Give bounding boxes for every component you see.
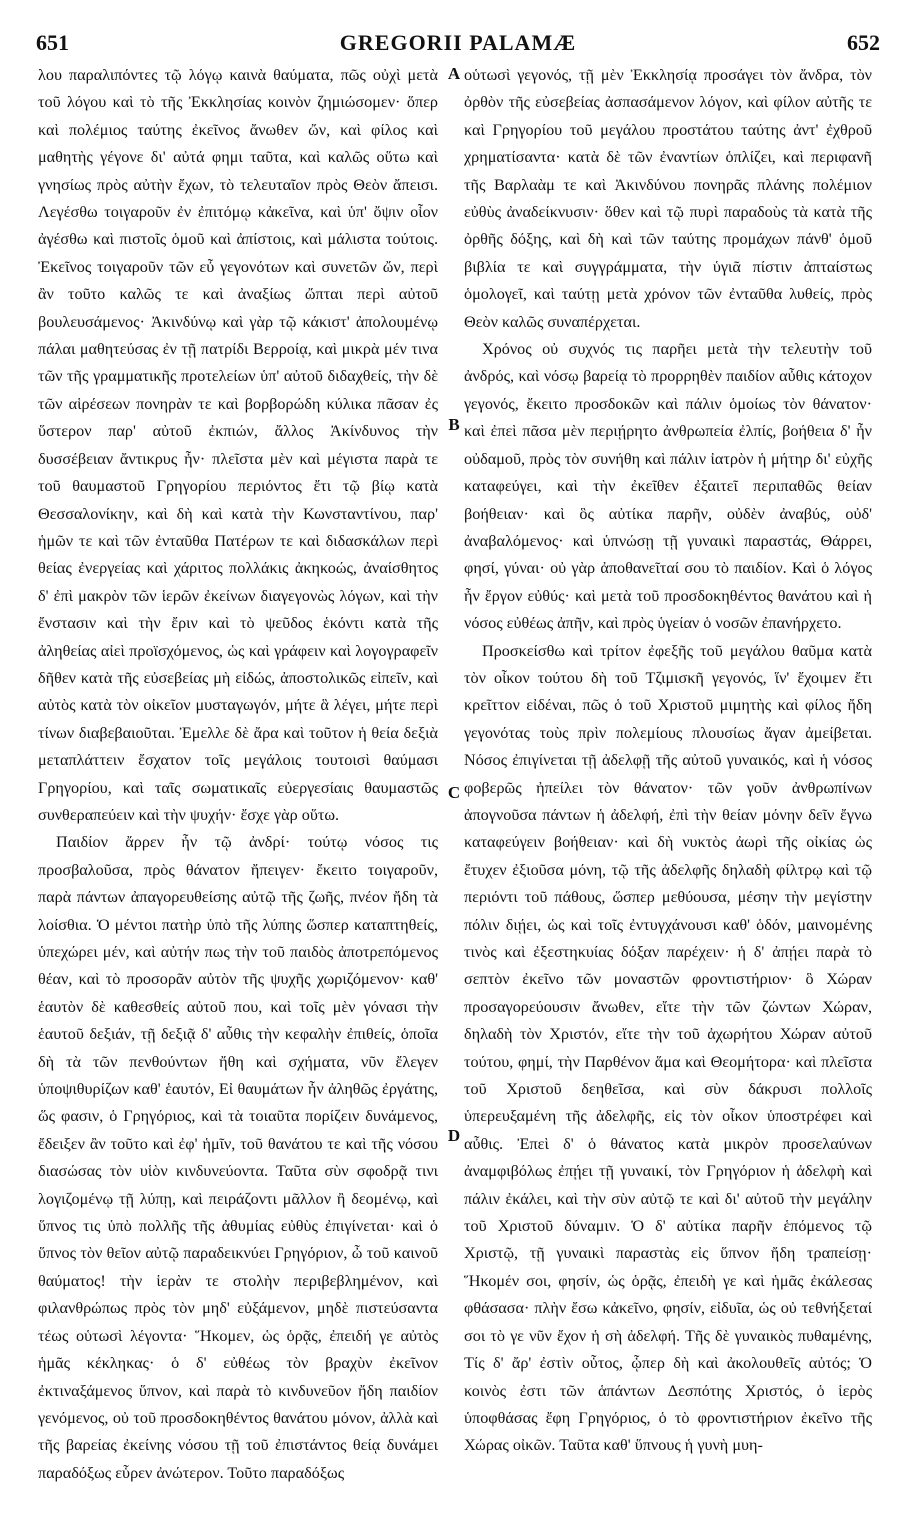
left-paragraph-1: λου παραλιπόντες τῷ λόγῳ καινὰ θαύματα, πῶς οὐχὶ μετὰ τοῦ λόγου καὶ τὸ τῆς Ἐκκλησίας κοινὸν ζημιώσομεν· ὅπερ καὶ πολέμιος ταύτης ἐκεῖνος ἄνωθεν ὤν, καὶ φίλος καὶ μαθητὴς γέγονε δι' αὐτά φημι ταῦτα, καὶ καλῶς οὕτω καὶ γνησίως πρὸς αὐτὴν ἔχων, τὸ τελευταῖον πρὸς Θεὸν ἄπεισι. Λεγέσθω τοιγαροῦν ἐν ἐπιτόμῳ κἀκεῖνα, καὶ ὑπ' ὄψιν οἷον ἀγέσθω καὶ πιστοῖς ὁμοῦ καὶ ἀπίστοις, καὶ μάλιστα τούτοις. Ἐκεῖνος τοιγαροῦν τῶν εὖ γεγονότων καὶ συνετῶν ὤν, περὶ ἂν τοῦτο καλῶς τε καὶ ἀναξίως ὤπται περὶ αὐτοῦ βουλευσάμενος· Ἀκινδύνῳ καὶ γὰρ τῷ κάκιστ' ἀπολουμένῳ πάλαι μαθητεύσας ἐν τῇ πατρίδι Βερροίᾳ, καὶ μικρὰ μέν τινα τῶν τῆς γραμματικῆς προτελείων ὑπ' αὐτοῦ διδαχθείς, τὴν δὲ τῶν αἱρέσεων πονηρὰν τε καὶ βορβορώδη κύλικα πᾶσαν ἐς ὕστερον παρ' αὐτοῦ ἐκπιών, ἄλλος Ἀκίνδυνος τὴν δυσσέβειαν ἄντικρυς ἦν· πλεῖστα μὲν καὶ μέγιστα παρὰ τε τοῦ θαυμαστοῦ Γρηγορίου περιόντος ἔτι τῷ βίῳ κατὰ Θεσσαλονίκην, καὶ δὴ καὶ κατὰ τὴν Κωνσταντίνου, παρ' ἡμῶν τε καὶ τῶν ἐνταῦθα Πατέρων τε καὶ διδασκάλων περὶ θείας ἐνεργείας καὶ χάριτος πολλάκις ἀκηκοώς, ἀναίσθητος δ' ἐπὶ μακρὸν τῶν ἱερῶν ἐκείνων διαγεγονὼς λόγων, καὶ τὴν ἔνστασιν καὶ τὴν ἔριν καὶ τὸ ψεῦδος ἑκόντι κατὰ τῆς ἀληθείας αἰεὶ προϊσχόμενος, ὡς καὶ γράφειν καὶ λογογραφεῖν δῆθεν κατὰ τῆς εὐσεβείας μὴ εἰδώς, ἀποστολικῶς εἰπεῖν, καὶ αὐτὸς κατὰ τὸν οἰκεῖον μυσταγωγόν, μήτε ἃ λέγει, μήτε περὶ τίνων διαβεβαιοῦται. Ἐμελλε δὲ ἄρα καὶ τοῦτον ἡ θεία δεξιὰ μεταπλάττειν ἔσχατον τοῖς μεγάλοις τουτοισὶ θαύμασι Γρηγορίου, καὶ ταῖς σωματικαῖς εὐεργεσίαις θαυμαστῶς συνθεραπεύειν καὶ τὴν ψυχήν· ἔσχε γὰρ οὕτω. bbox=[38, 66, 438, 824]
page-number-left: 651 bbox=[36, 30, 69, 55]
section-marker-c: C bbox=[447, 783, 461, 802]
section-marker-d: D bbox=[447, 1126, 461, 1145]
right-column bbox=[464, 62, 872, 1460]
section-marker-b: B bbox=[448, 415, 460, 434]
section-marker-a: A bbox=[447, 64, 461, 83]
right-paragraph-1: οὑτωσὶ γεγονός, τῇ μὲν Ἐκκλησίᾳ προσάγει τὸν ἄνδρα, τὸν ὀρθὸν τῆς εὐσεβείας ἀσπασάμενον λόγον, καὶ φίλον αὐτῆς τε καὶ Γρηγορίου τοῦ μεγάλου προστάτου ταύτης ἀντ' ἐχθροῦ χρηματίσαντα· κατὰ δὲ τῶν ἐναντίων ὁπλίζει, καὶ περιφανῆ τῆς Βαρλαὰμ τε καὶ Ἀκινδύνου πονηρᾶς πλάνης πολέμιον εὐθὺς ἀναδείκνυσιν· ὅθεν καὶ τῷ πυρὶ παραδοὺς τὰ κατὰ τῆς ὀρθῆς δόξης, καὶ δὴ καὶ τῶν ταύτης προμάχων πάνθ' ὁμοῦ βιβλία τε καὶ συγγράμματα, τὴν ὑγιᾶ πίστιν ἀπταίστως ὁμολογεῖ, καὶ ταύτῃ μετὰ χρόνον τῶν ἐνταῦθα λυθείς, πρὸς Θεὸν καλῶς συναπέρχεται. bbox=[464, 66, 872, 331]
running-title: GREGORII PALAMÆ bbox=[339, 30, 577, 55]
left-paragraph-2: Παιδίον ἄρρεν ἦν τῷ ἀνδρί· τούτῳ νόσος τις προσβαλοῦσα, πρὸς θάνατον ἤπειγεν· ἔκειτο τοιγαροῦν, παρὰ πάντων ἀπαγορευθείσης αὐτῷ τῆς ζωῆς, πνέον ἤδη τὰ λοίσθια. Ὁ μέντοι πατὴρ ὑπὸ τῆς λύπης ὥσπερ καταπτηθείς, ὑπεχώρει μέν, καὶ αὐτήν πως τὴν τοῦ παιδὸς ἀποτρεπόμενος θέαν, καὶ τὸ προσορᾶν αὐτὸν τῆς ψυχῆς χωριζόμενον· καθ' ἑαυτὸν δὲ καθεσθείς αὐτοῦ που, καὶ τοῖς μὲν γόνασι τὴν ἑαυτοῦ δεξιάν, τῇ δεξιᾷ δ' αὖθις τὴν κεφαλὴν ἐπιθείς, ὁποῖα δὴ τὰ τῶν πενθούντων ἤθη καὶ σχήματα, νῦν ἔλεγεν ὑποψιθυρίζων καθ' ἑαυτόν, Εἰ θαυμάτων ἦν ἀληθῶς ἐργάτης, ὥς φασιν, ὁ Γρηγόριος, καὶ τὰ τοιαῦτα πορίζειν δυνάμενος, ἔδειξεν ἂν τοῦτο καὶ ἐφ' ἡμῖν, τοῦ θανάτου τε καὶ τῆς νόσου διασώσας τὸν υἱὸν κινδυνεύοντα. Ταῦτα σὺν σφοδρᾷ τινι λογιζομένῳ τῇ λύπῃ, καὶ πειράζοντι μᾶλλον ἢ δεομένῳ, καὶ ὕπνος τις ὑπὸ πολλῆς τῆς ἀθυμίας εὐθὺς ἐπιγίνεται· καὶ ὁ ὕπνος τὸν θεῖον αὐτῷ παραδεικνύει Γρηγόριον, ὦ τοῦ καινοῦ θαύματος! τὴν ἱερὰν τε στολὴν περιβεβλημένον, καὶ φιλανθρώπως πρὸς τὸν μηδ' εὐξάμενον, μηδὲ πιστεύσαντα τέως οὑτωσὶ λέγοντα· Ἥκομεν, ὡς ὁρᾷς, ἐπειδή γε αὐτὸς ἡμᾶς κέκληκας· ὁ δ' εὐθέως τὸν βραχὺν ἐκεῖνον ἐκτιναξάμενος ὕπνον, καὶ παρὰ τὸ κινδυνεῦον ἤδη παιδίον γενόμενος, οὐ τοῦ προσδοκηθέντος θανάτου μόνον, ἀλλὰ καὶ τῆς βαρείας ἐκείνης νόσου τῇ τοῦ ἐπιστάντος θείᾳ δυνάμει παραδόξως εὗρεν ἀνώτερον. Τοῦτο παραδόξως bbox=[38, 833, 438, 1482]
left-column bbox=[38, 62, 438, 1487]
page-header bbox=[36, 30, 880, 56]
right-paragraph-2: Χρόνος οὐ συχνός τις παρῆει μετὰ τὴν τελευτὴν τοῦ ἀνδρός, καὶ νόσῳ βαρείᾳ τὸ προρρηθὲν παιδίον αὖθις κάτοχον γεγονός, ἔκειτο προσδοκῶν καὶ πάλιν ὁμοίως τὸν θάνατον· καὶ ἐπεὶ πᾶσα μὲν περιῄρητο ἀνθρωπεία ἐλπίς, βοήθεια δ' ἦν οὐδαμοῦ, πρὸς τὸν συνήθη καὶ πάλιν ἰατρὸν ἡ μήτηρ δι' εὐχῆς καταφεύγει, καὶ τὴν ἐκεῖθεν ἐξαιτεῖ περιπαθῶς θείαν βοήθειαν· καὶ ὃς αὐτίκα παρῆν, οὐδὲν ἀναβύς, οὐδ' ἀναβαλόμενος· καὶ ὑπνώσῃ τῇ γυναικὶ παραστάς, Θάρρει, φησί, γύναι· οὐ γὰρ ἀποθανεῖταί σου τὸ παιδίον. Καὶ ὁ λόγος ἦν ἔργον εὐθύς· καὶ μετὰ τοῦ προσδοκηθέντος θανάτου καὶ ἡ νόσος εὐθέως ἀπῆν, καὶ πρὸς ὑγείαν ὁ νοσῶν ἐπανήρχετο. bbox=[464, 340, 872, 633]
page-number-right: 652 bbox=[847, 30, 880, 55]
right-paragraph-3: Προσκείσθω καὶ τρίτον ἐφεξῆς τοῦ μεγάλου θαῦμα κατὰ τὸν οἶκον τούτου δὴ τοῦ Τζιμισκῆ γεγονός, ἵν' ἔχοιμεν ἔτι κρεῖττον εἰδέναι, πῶς ὁ τοῦ Χριστοῦ μιμητὴς καὶ φίλος ἤδη γεγονότας τοὺς πρὶν πολεμίους πλουσίως ἄγαν ἀμείβεται. Νόσος ἐπιγίνεται τῇ ἀδελφῇ τῆς αὐτοῦ γυναικός, καὶ ἡ νόσος φοβερῶς ἠπείλει τὸν θάνατον· τῶν γοῦν ἀνθρωπίνων ἀπογνοῦσα πάντων ἡ ἀδελφή, ἐπὶ τὴν θείαν μόνην δεῖν ἔγνω καταφεύγειν βοήθειαν· καὶ δὴ νυκτὸς ἀωρὶ τῆς οἰκίας ὡς ἔτυχεν ἐξιοῦσα μόνη, τῷ τῆς ἀδελφῆς δηλαδὴ φίλτρῳ καὶ τῷ περιόντι τοῦ πάθους, ὥσπερ μεθύουσα, μέσην τὴν μεγίστην πόλιν διῄει, ὡς καὶ τοῖς ἐντυγχάνουσι καθ' ὁδόν, μαινομένης τινὸς καὶ ἐξεστηκυίας δόξαν παρέχειν· ἡ δ' ἀπῄει παρὰ τὸ σεπτὸν ἐκεῖνο τῶν μοναστῶν φροντιστήριον· ὃ Χώραν προσαγορεύουσιν ἄνωθεν, εἴτε τὴν τῶν ζώντων Χώραν, δηλαδὴ τὸν Χριστόν, εἴτε τὴν τοῦ ἀχωρήτου Χώραν αὐτοῦ τούτου, φημί, τὴν Παρθένον ἅμα καὶ Θεομήτορα· καὶ πλεῖστα τοῦ Χριστοῦ δεηθεῖσα, καὶ σὺν δάκρυσι πολλοῖς ὑπερευξαμένη τῆς ἀδελφῆς, εἰς τὸν οἶκον ὑποστρέφει καὶ αὖθις. Ἐπεὶ δ' ὁ θάνατος κατὰ μικρὸν προσελαύνων ἀναμφιβόλως ἐπῄει τῇ γυναικί, τὸν Γρηγόριον ἡ ἀδελφὴ καὶ πάλιν ἐκάλει, καὶ τὴν σὺν αὐτῷ τε καὶ δι' αὐτοῦ τὴν μεγάλην τοῦ Χριστοῦ δύναμιν. Ὁ δ' αὐτίκα παρῆν ἑπόμενος τῷ Χριστῷ, τῇ γυναικὶ παραστὰς εἰς ὕπνον ἤδη τραπείσῃ· Ἥκομέν σοι, φησίν, ὡς ὁρᾷς, ἐπειδὴ γε καὶ ἡμᾶς ἐκάλεσας φθάσασα· πλὴν ἔσω κἀκεῖνο, φησίν, εἰδυῖα, ὡς οὐ τεθνήξεταί σοι τὸ γε νῦν ἔχον ἡ σὴ ἀδελφή. Τῆς δὲ γυναικὸς πυθαμένης, Τίς δ' ἄρ' ἐστὶν οὗτος, ᾧπερ δὴ καὶ ἀκολουθεῖς αὐτός; Ὁ κοινὸς ἐστι τῶν ἁπάντων Δεσπότης Χριστός, ὁ ἱερὸς ὑποφθάσας ἔφη Γρηγόριος, ὁ τὸ φροντιστήριον ἐκεῖνο τῆς Χώρας οἰκῶν. Ταῦτα καθ' ὕπνους ἡ γυνὴ μυη- bbox=[464, 641, 872, 1455]
